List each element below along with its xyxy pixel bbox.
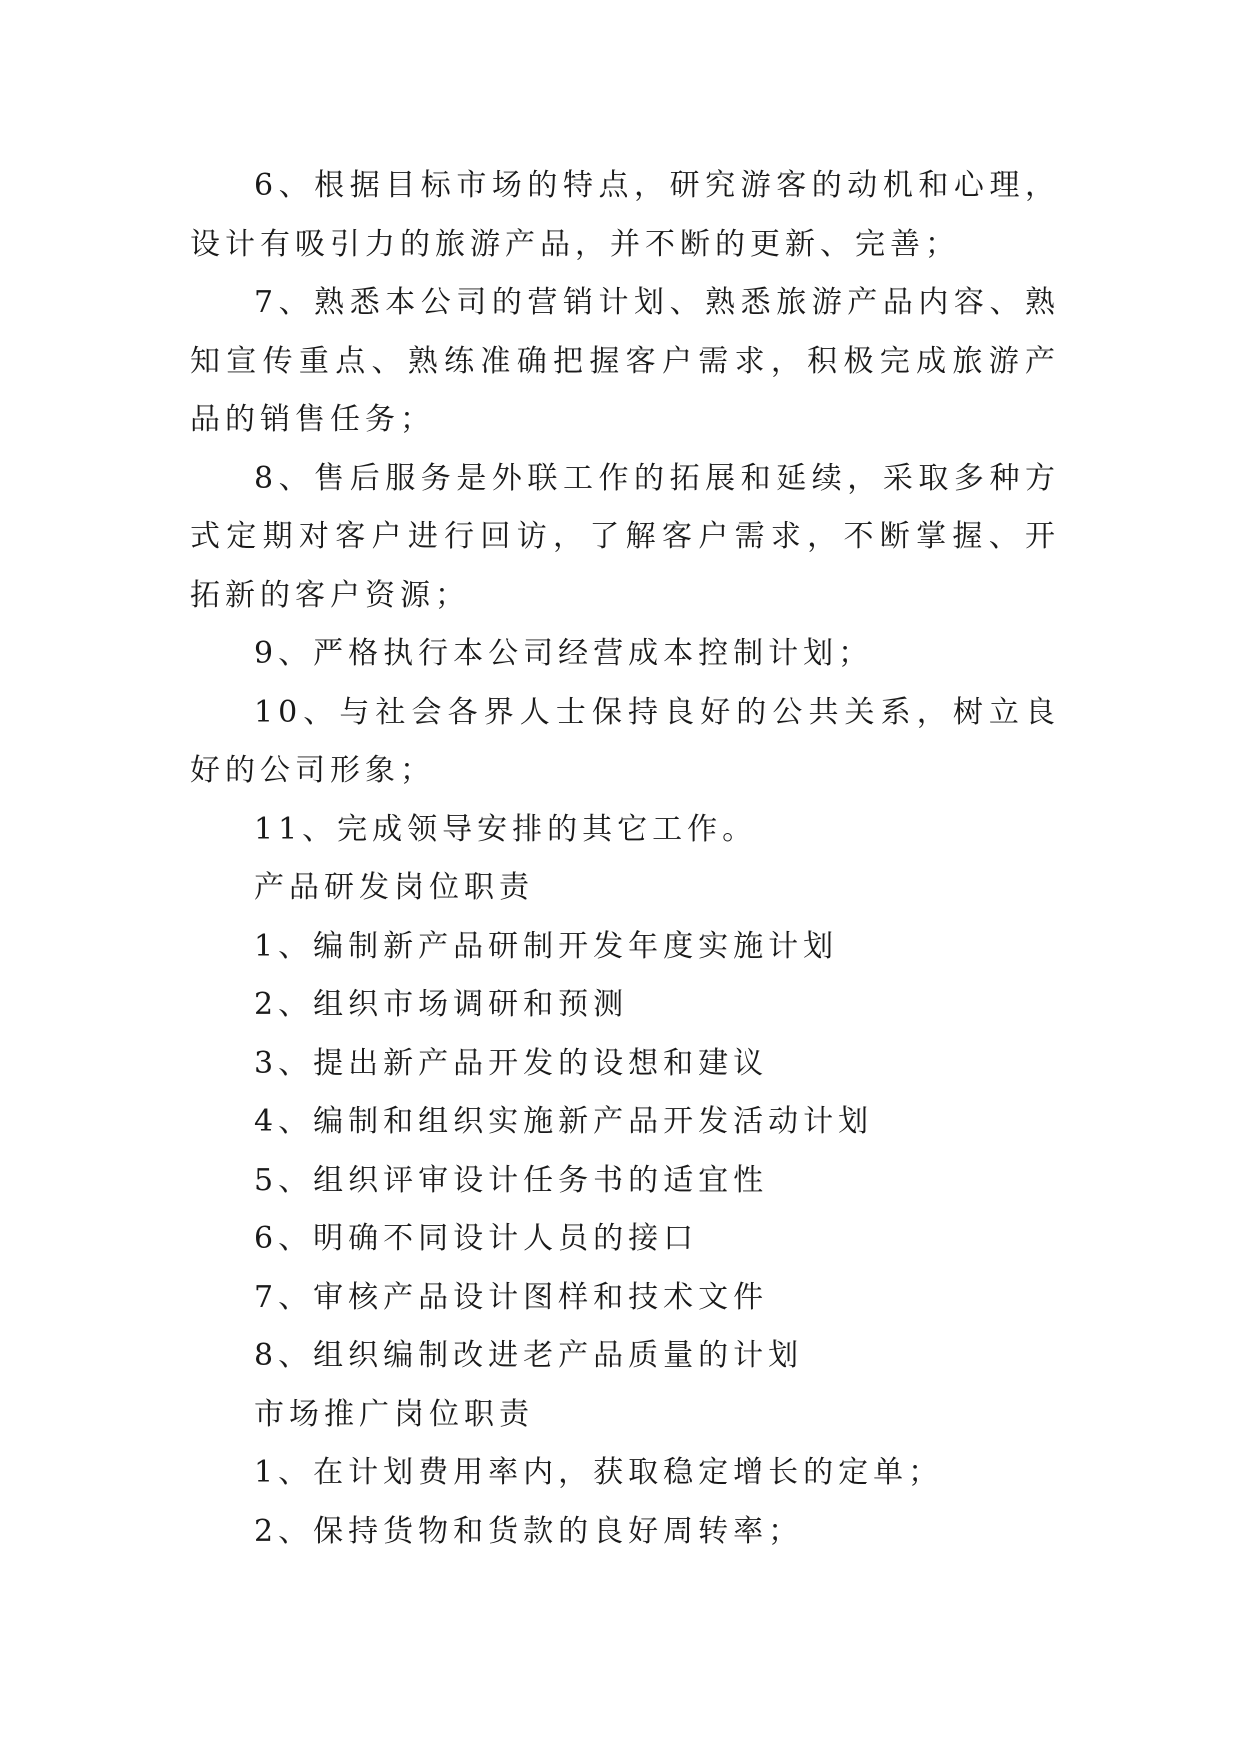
rd-duty-7: 7、审核产品设计图样和技术文件 <box>254 1279 769 1315</box>
rd-duty-1: 1、编制新产品研制开发年度实施计划 <box>254 928 839 964</box>
paragraph-item-6: 6、根据目标市场的特点，研究游客的动机和心理，设计有吸引力的旅游产品，并不断的更新、完善； <box>190 168 1060 262</box>
paragraph-item-7: 7、熟悉本公司的营销计划、熟悉旅游产品内容、熟知宣传重点、熟练准确把握客户需求，积极完成旅游产品的销售任务； <box>190 285 1060 437</box>
paragraph-item-9: 9、严格执行本公司经营成本控制计划； <box>254 636 874 671</box>
rd-duty-6: 6、明确不同设计人员的接口 <box>254 1221 699 1256</box>
section-heading-product-rd: 产品研发岗位职责 <box>254 870 534 905</box>
rd-duty-4: 4、编制和组织实施新产品开发活动计划 <box>254 1104 874 1139</box>
rd-duty-8: 8、组织编制改进老产品质量的计划 <box>254 1338 804 1373</box>
paragraph-item-11: 11、完成领导安排的其它工作。 <box>254 811 758 847</box>
paragraph-item-10: 10、与社会各界人士保持良好的公共关系，树立良好的公司形象； <box>190 694 1060 788</box>
marketing-duty-1: 1、在计划费用率内，获取稳定增长的定单； <box>254 1455 944 1490</box>
document-body <box>190 157 1060 1561</box>
section-heading-marketing: 市场推广岗位职责 <box>254 1396 534 1432</box>
rd-duty-3: 3、提出新产品开发的设想和建议 <box>254 1045 769 1081</box>
rd-duty-2: 2、组织市场调研和预测 <box>254 987 629 1022</box>
marketing-duty-2: 2、保持货物和货款的良好周转率； <box>254 1513 804 1549</box>
paragraph-item-8: 8、售后服务是外联工作的拓展和延续，采取多种方式定期对客户进行回访，了解客户需求，不断掌握、开拓新的客户资源； <box>190 460 1060 613</box>
rd-duty-5: 5、组织评审设计任务书的适宜性 <box>254 1162 769 1198</box>
